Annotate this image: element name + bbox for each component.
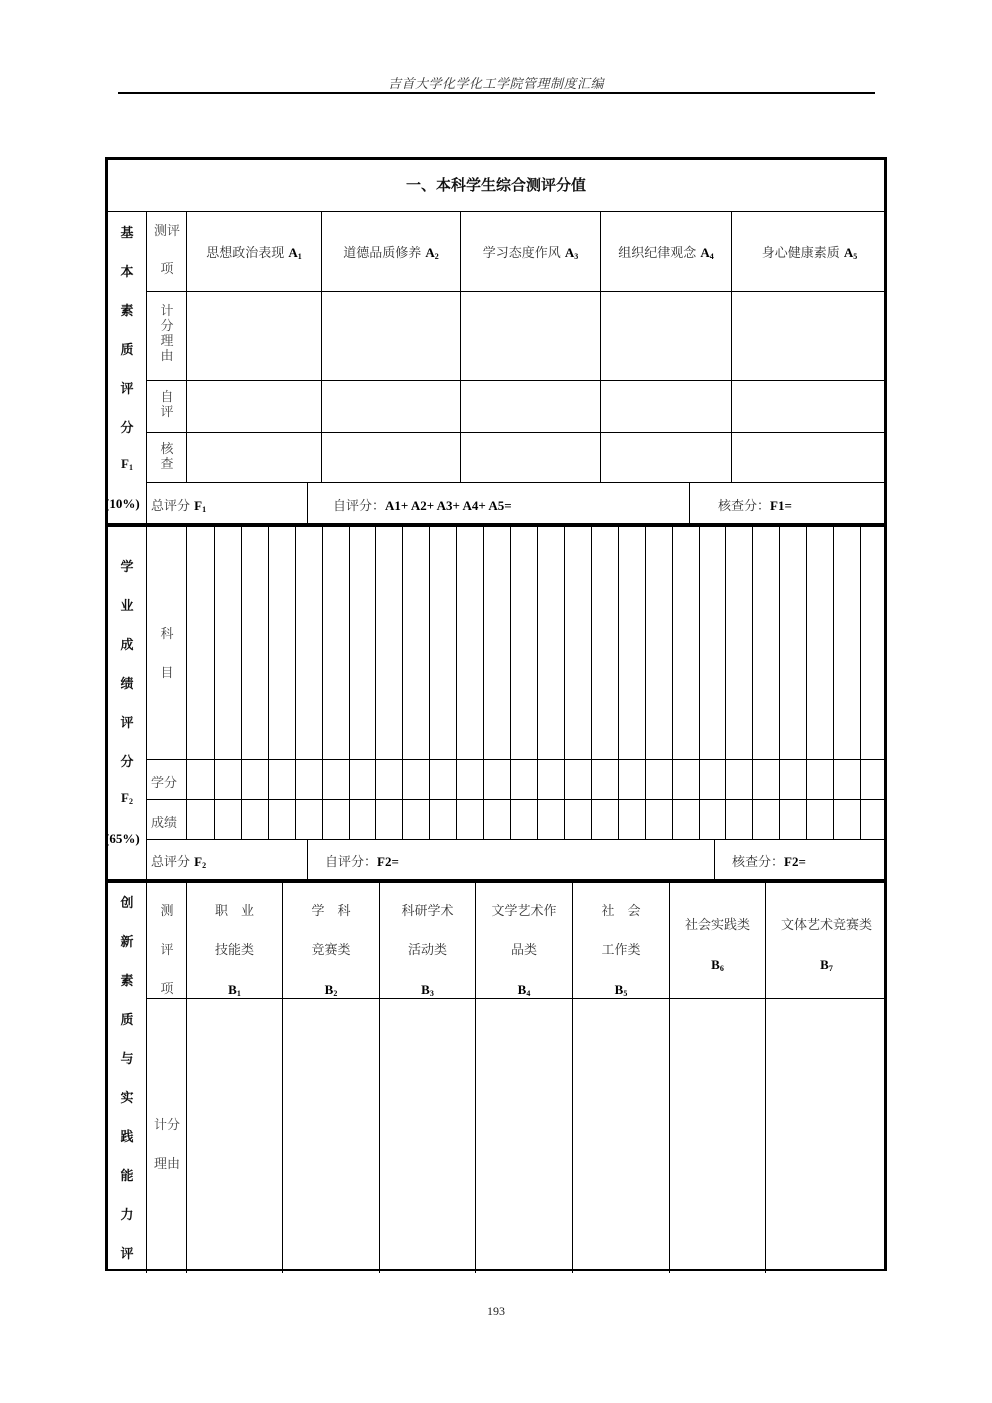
column-header-a2: 道德品质修养 $A_2$ [343,245,439,261]
subject-column[interactable] [349,527,376,840]
subject-grid [187,527,887,840]
subject-column[interactable] [725,527,752,840]
column-header-b2: 学 科 竞赛类 $B_2$ [311,904,351,998]
row-label-grade: 成绩 [151,816,178,831]
self-cell-a4[interactable] [601,381,731,432]
subject-column[interactable] [537,527,564,840]
column-header-b3: 科研学术 活动类 $B_3$ [401,904,454,998]
divider [307,840,308,880]
column-header-a4: 组织纪律观念 $A_4$ [618,245,714,261]
column-header-a1: 思想政治表现 $A_1$ [206,245,302,261]
column-header-a3: 学习态度作风 $A_3$ [482,245,579,261]
subject-column[interactable] [187,527,214,840]
column-header-a5: 身心健康素质 $A_5$ [761,245,858,261]
row-label-credit: 学分 [151,776,178,791]
check-cell-a5[interactable] [732,433,887,482]
subject-column[interactable] [214,527,241,840]
row-label-reason: 计 分 理 由 [160,304,174,364]
reason-cell-b1[interactable] [187,999,282,1273]
reason-cell-a1[interactable] [187,292,321,380]
subject-column[interactable] [645,527,672,840]
subject-column[interactable] [295,527,322,840]
reason-cell-a4[interactable] [601,292,731,380]
row-label-reason: 计分 理由 [153,1118,180,1172]
section1-check-score[interactable]: 核查分：F1= [718,498,792,514]
section2-self-score[interactable]: 自评分：F2= [325,854,399,870]
reason-cell-a5[interactable] [732,292,887,380]
section1-self-score[interactable]: 自评分：A1+ A2+ A3+ A4+ A5= [333,498,512,514]
section3-side-label: 创 新 素 质 与 实 践 能 力 评 [120,896,134,1262]
reason-cell-a3[interactable] [461,292,600,380]
reason-cell-b4[interactable] [476,999,572,1273]
self-cell-a3[interactable] [461,381,600,432]
subject-column[interactable] [618,527,645,840]
divider [146,883,147,1273]
check-cell-a4[interactable] [601,433,731,482]
header-rule [118,92,875,94]
column-header-b5: 社 会 工作类 $B_5$ [601,904,641,998]
section2-check-score[interactable]: 核查分：F2= [732,854,806,870]
subject-column[interactable] [456,527,483,840]
row-label-check: 核 查 [160,442,174,472]
divider [307,482,308,524]
subject-column[interactable] [860,527,887,840]
subject-column[interactable] [268,527,295,840]
divider [146,759,884,760]
column-header-b4: 文学艺术作 品类 $B_4$ [491,904,557,998]
subject-column[interactable] [510,527,537,840]
section1-side-label: 基 本 素 质 评 分 $F_1$ [120,226,134,472]
reason-cell-b5[interactable] [573,999,669,1273]
check-cell-a2[interactable] [322,433,460,482]
section2-total-label: 总评分 $F_2$ [151,854,207,870]
column-header-b7: 文体艺术竞赛类 $B_7$ [780,918,872,973]
divider [146,527,147,880]
divider [146,212,147,525]
subject-column[interactable] [375,527,402,840]
page-header-title: 吉首大学化学化工学院管理制度汇编 [387,77,604,92]
reason-cell-b7[interactable] [766,999,887,1273]
reason-cell-a2[interactable] [322,292,460,380]
subject-column[interactable] [699,527,726,840]
column-header-b1: 职 业 技能类 $B_1$ [214,904,254,998]
section2-percent: (65%) [105,831,140,846]
divider [146,799,884,800]
section2-side-label: 学 业 成 绩 评 分 $F_2$ [120,560,134,806]
reason-cell-b3[interactable] [380,999,475,1273]
subject-column[interactable] [483,527,510,840]
section1-percent: (10%) [105,496,140,511]
self-cell-a1[interactable] [187,381,321,432]
section-divider [108,879,884,883]
subject-column[interactable] [752,527,779,840]
self-cell-a2[interactable] [322,381,460,432]
divider [146,839,884,840]
row-label-subject: 科 目 [160,627,174,681]
check-cell-a3[interactable] [461,433,600,482]
row-label-item: 测 评 项 [160,904,174,997]
subject-column[interactable] [402,527,429,840]
page-number: 193 [487,1304,505,1318]
subject-column[interactable] [806,527,833,840]
subject-column[interactable] [322,527,349,840]
subject-column[interactable] [779,527,806,840]
subject-column[interactable] [833,527,860,840]
reason-cell-b2[interactable] [283,999,379,1273]
subject-column[interactable] [429,527,456,840]
divider [714,840,715,880]
subject-column[interactable] [564,527,591,840]
row-label-self: 自 评 [160,390,174,420]
column-header-b6: 社会实践类 $B_6$ [684,918,750,973]
divider [689,482,690,524]
self-cell-a5[interactable] [732,381,887,432]
row-label-item: 测评 项 [153,224,180,277]
subject-column[interactable] [672,527,699,840]
subject-column[interactable] [591,527,618,840]
evaluation-form [105,157,887,1271]
check-cell-a1[interactable] [187,433,321,482]
divider [108,211,884,212]
section1-total-label: 总评分 $F_1$ [151,498,207,514]
reason-cell-b6[interactable] [670,999,765,1273]
subject-column[interactable] [241,527,268,840]
divider [146,482,884,483]
form-title: 一、本科学生综合测评分值 [405,176,586,194]
